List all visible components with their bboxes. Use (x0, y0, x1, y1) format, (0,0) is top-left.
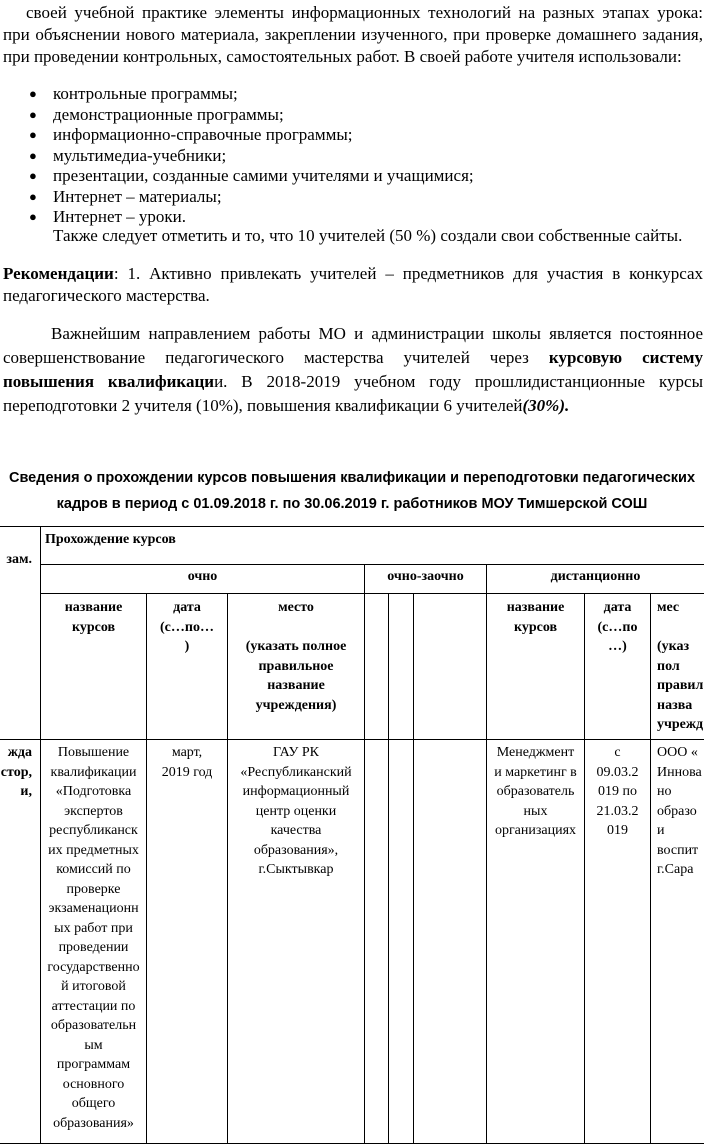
qualification-percent: (30%). (522, 396, 570, 415)
row-distance-place: ООО « Иннова но образо и воспит г.Сара (657, 745, 702, 877)
recommendations-label: Рекомендации (3, 264, 114, 283)
bullet-icon: ● (29, 106, 37, 122)
list-item (29, 125, 474, 146)
list-item-text: контрольные программы; (53, 84, 238, 103)
header-distance-name: название курсов (506, 600, 565, 635)
bullet-icon: ● (29, 168, 37, 183)
list-item-text: Интернет – материалы; (53, 186, 222, 206)
recommendations-text: : 1. Активно привлекать учителей – предметников для участия в конкурсах педагогического мастерства. (3, 264, 703, 305)
bullet-icon: ● (29, 127, 37, 142)
table-rule (650, 593, 651, 1144)
qualification-text-1: Важнейшим направлением работы МО и администрации школы является постоянное совершенствование педагогического мастерства учителей через (3, 324, 703, 367)
list-item-text: мультимедиа-учебники; (53, 145, 227, 165)
list-item (29, 186, 474, 208)
bullet-icon: ● (29, 147, 37, 163)
list-item-text: Интернет – уроки. (53, 207, 187, 226)
header-ochno-place: место (указать полное правильное название учреждения) (245, 600, 347, 713)
list-item (29, 104, 474, 126)
table-heading (0, 465, 704, 517)
table-rule (40, 564, 704, 565)
row-distance-course: Менеджмент и маркетинг в образователь ных организациях (494, 745, 577, 838)
table-rule (0, 1143, 704, 1144)
table-rule (364, 564, 365, 1144)
bullet-icon: ● (29, 209, 37, 224)
list-item (29, 145, 474, 167)
qualification-text-2: и. В 2018-2019 учебном году прошлидистанционные курсы переподготовки 2 учителя (10%), повышения квалификации 6 учителей (3, 372, 703, 415)
websites-note: Также следует отметить и то, что 10 учителей (50 %) создали свои собственные сайты. (53, 226, 683, 245)
header-ochno-zaochno: очно-заочно (387, 569, 464, 584)
header-distance-date: дата (с…по …) (597, 600, 638, 654)
bullet-icon: ● (29, 86, 37, 101)
qualification-bold: курсовую систему повышения квалификаци (3, 348, 703, 391)
table-rule (413, 593, 414, 1144)
list-item (29, 84, 474, 105)
qualification-paragraph (3, 322, 703, 418)
intro-paragraph: своей учебной практике элементы информационных технологий на разных этапах урока: при объяснении нового материала, закреплении изученного, при проверке домашнего задания, при проведении контрольных, самостоятельных работ. В своей работе учителя использовали: (3, 3, 703, 66)
list-item-text: презентации, созданные самими учителями и учащимися; (53, 166, 474, 185)
table-rule (0, 526, 704, 527)
header-ochno-name: название курсов (64, 600, 123, 635)
bullet-icon: ● (29, 188, 37, 204)
list-item (29, 166, 474, 187)
header-courses: Прохождение курсов (45, 532, 176, 547)
row-position: жда стор, и, (0, 745, 32, 799)
table-rule (486, 564, 487, 1144)
header-col-position: зам. (6, 552, 32, 567)
table-rule (227, 593, 228, 1144)
table-rule (146, 593, 147, 1144)
row-ochno-course: Повышение квалификации «Подготовка экспертов республиканск их предметных комиссий по проверке экзаменационн ых работ при проведении государственно й итоговой аттестации по образовательн ым программам основного общего образования» (47, 745, 140, 1131)
list-item-text: демонстрационные программы; (53, 104, 284, 124)
table-rule (584, 593, 585, 1144)
table-heading-line-2: кадров в период с 01.09.2018 г. по 30.06.2019 г. работников МОУ Тимшерской СОШ (56, 496, 648, 512)
header-distance: дистанционно (550, 569, 641, 584)
header-ochno: очно (187, 569, 218, 584)
table-heading-line-1: Сведения о прохождении курсов повышения квалификации и переподготовки педагогических (8, 470, 696, 486)
row-distance-date: с 09.03.2 019 по 21.03.2 019 (596, 745, 639, 838)
row-ochno-place: ГАУ РК «Республиканский информационный центр оценки качества образования», г.Сыктывкар (240, 745, 352, 877)
header-ochno-date: дата (с…по… ) (160, 600, 214, 654)
row-ochno-date: март, 2019 год (161, 745, 213, 780)
table-rule (0, 739, 704, 740)
table-rule (388, 593, 389, 1144)
table-rule (40, 526, 41, 1144)
table-rule (40, 593, 704, 594)
tools-list (29, 84, 474, 228)
header-distance-place: мес (указ пол правил назва учрежд (657, 600, 704, 732)
list-item-text: информационно-справочные программы; (53, 125, 353, 144)
recommendations-paragraph (3, 263, 703, 307)
